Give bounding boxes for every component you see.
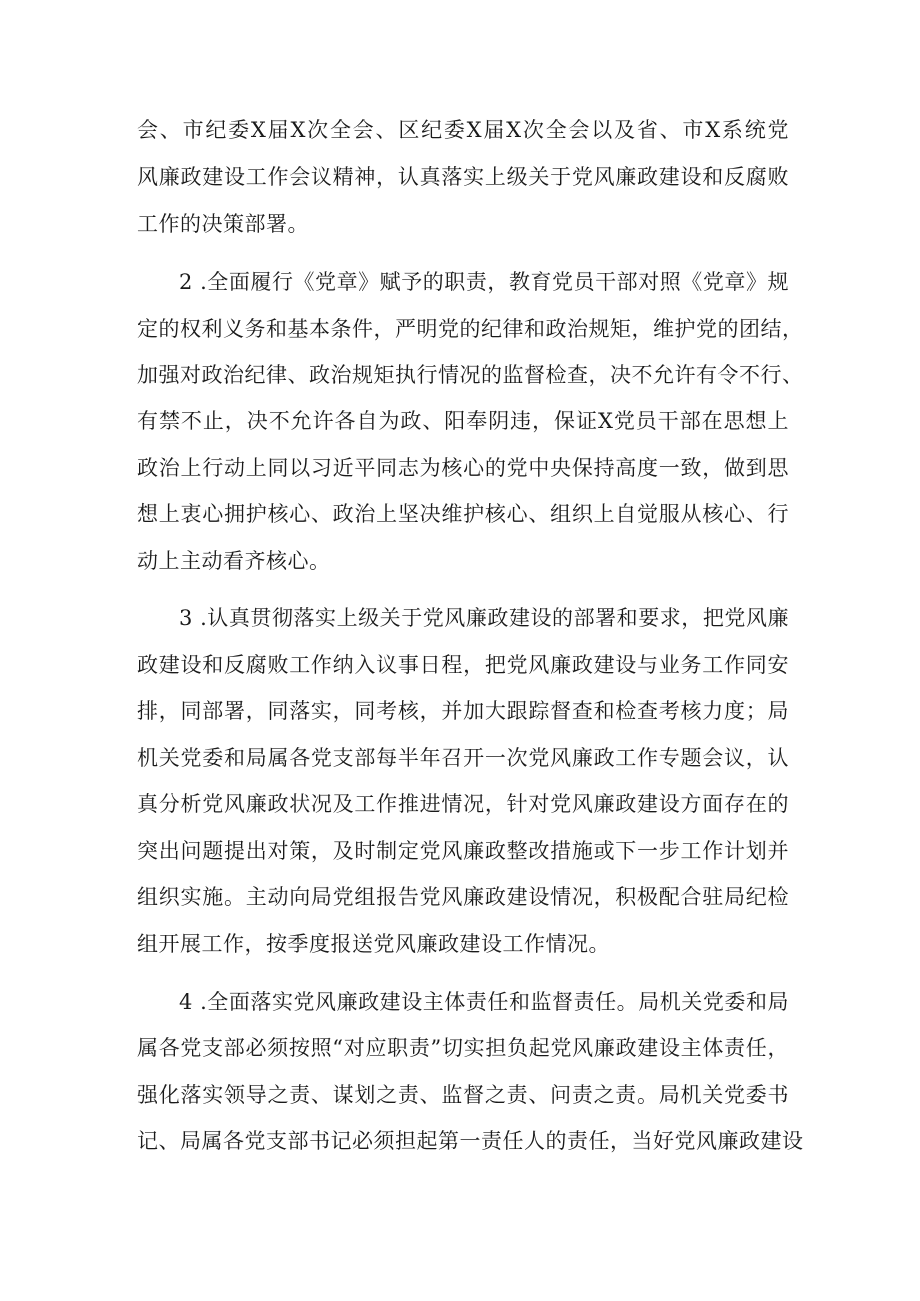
- text-line: 有禁不止，决不允许各自为政、阳奉阴违，保证X党员干部在思想上: [137, 409, 789, 433]
- text-line: 2 .全面履行《党章》赋予的职责，教育党员干部对照《党章》规: [179, 270, 789, 294]
- text-line: 记、局属各党支部书记必须担起第一责任人的责任，当好党风廉政建设: [137, 1129, 804, 1153]
- text-line: 会、市纪委X届X次全会、区纪委X届X次全会以及省、市X系统党: [137, 118, 789, 142]
- text-line: 加强对政治纪律、政治规矩执行情况的监督检查，决不允许有令不行、: [137, 363, 804, 387]
- text-line: 定的权利义务和基本条件，严明党的纪律和政治规矩，维护党的团结，: [137, 317, 804, 341]
- text-line: 政治上行动上同以习近平同志为核心的党中央保持高度一致，做到思: [137, 456, 789, 480]
- text-line: 真分析党风廉政状况及工作推进情况，针对党风廉政建设方面存在的: [137, 792, 789, 816]
- text-line: 风廉政建设工作会议精神，认真落实上级关于党风廉政建设和反腐败: [137, 165, 789, 189]
- text-line: 动上主动看齐核心。: [137, 549, 331, 573]
- text-line: 3 .认真贯彻落实上级关于党风廉政建设的部署和要求，把党风廉: [179, 606, 789, 630]
- text-line: 4 .全面落实党风廉政建设主体责任和监督责任。局机关党委和局: [179, 990, 789, 1014]
- text-line: 突出问题提出对策，及时制定党风廉政整改措施或下一步工作计划并: [137, 839, 789, 863]
- text-line: 想上衷心拥护核心、政治上坚决维护核心、组织上自觉服从核心、行: [137, 502, 789, 526]
- text-line: 政建设和反腐败工作纳入议事日程，把党风廉政建设与业务工作同安: [137, 653, 789, 677]
- text-line: 组开展工作，按季度报送党风廉政建设工作情况。: [137, 932, 610, 956]
- text-line: 工作的决策部署。: [137, 212, 309, 236]
- text-line: 组织实施。主动向局党组报告党风廉政建设情况，积极配合驻局纪检: [137, 885, 789, 909]
- text-line: 机关党委和局属各党支部每半年召开一次党风廉政工作专题会议，认: [137, 746, 789, 770]
- text-line: 排，同部署，同落实，同考核，并加大跟踪督查和检查考核力度；局: [137, 699, 789, 723]
- text-line: 属各党支部必须按照“对应职责”切实担负起党风廉政建设主体责任，: [137, 1036, 789, 1060]
- text-line: 强化落实领导之责、谋划之责、监督之责、问责之责。局机关党委书: [137, 1083, 789, 1107]
